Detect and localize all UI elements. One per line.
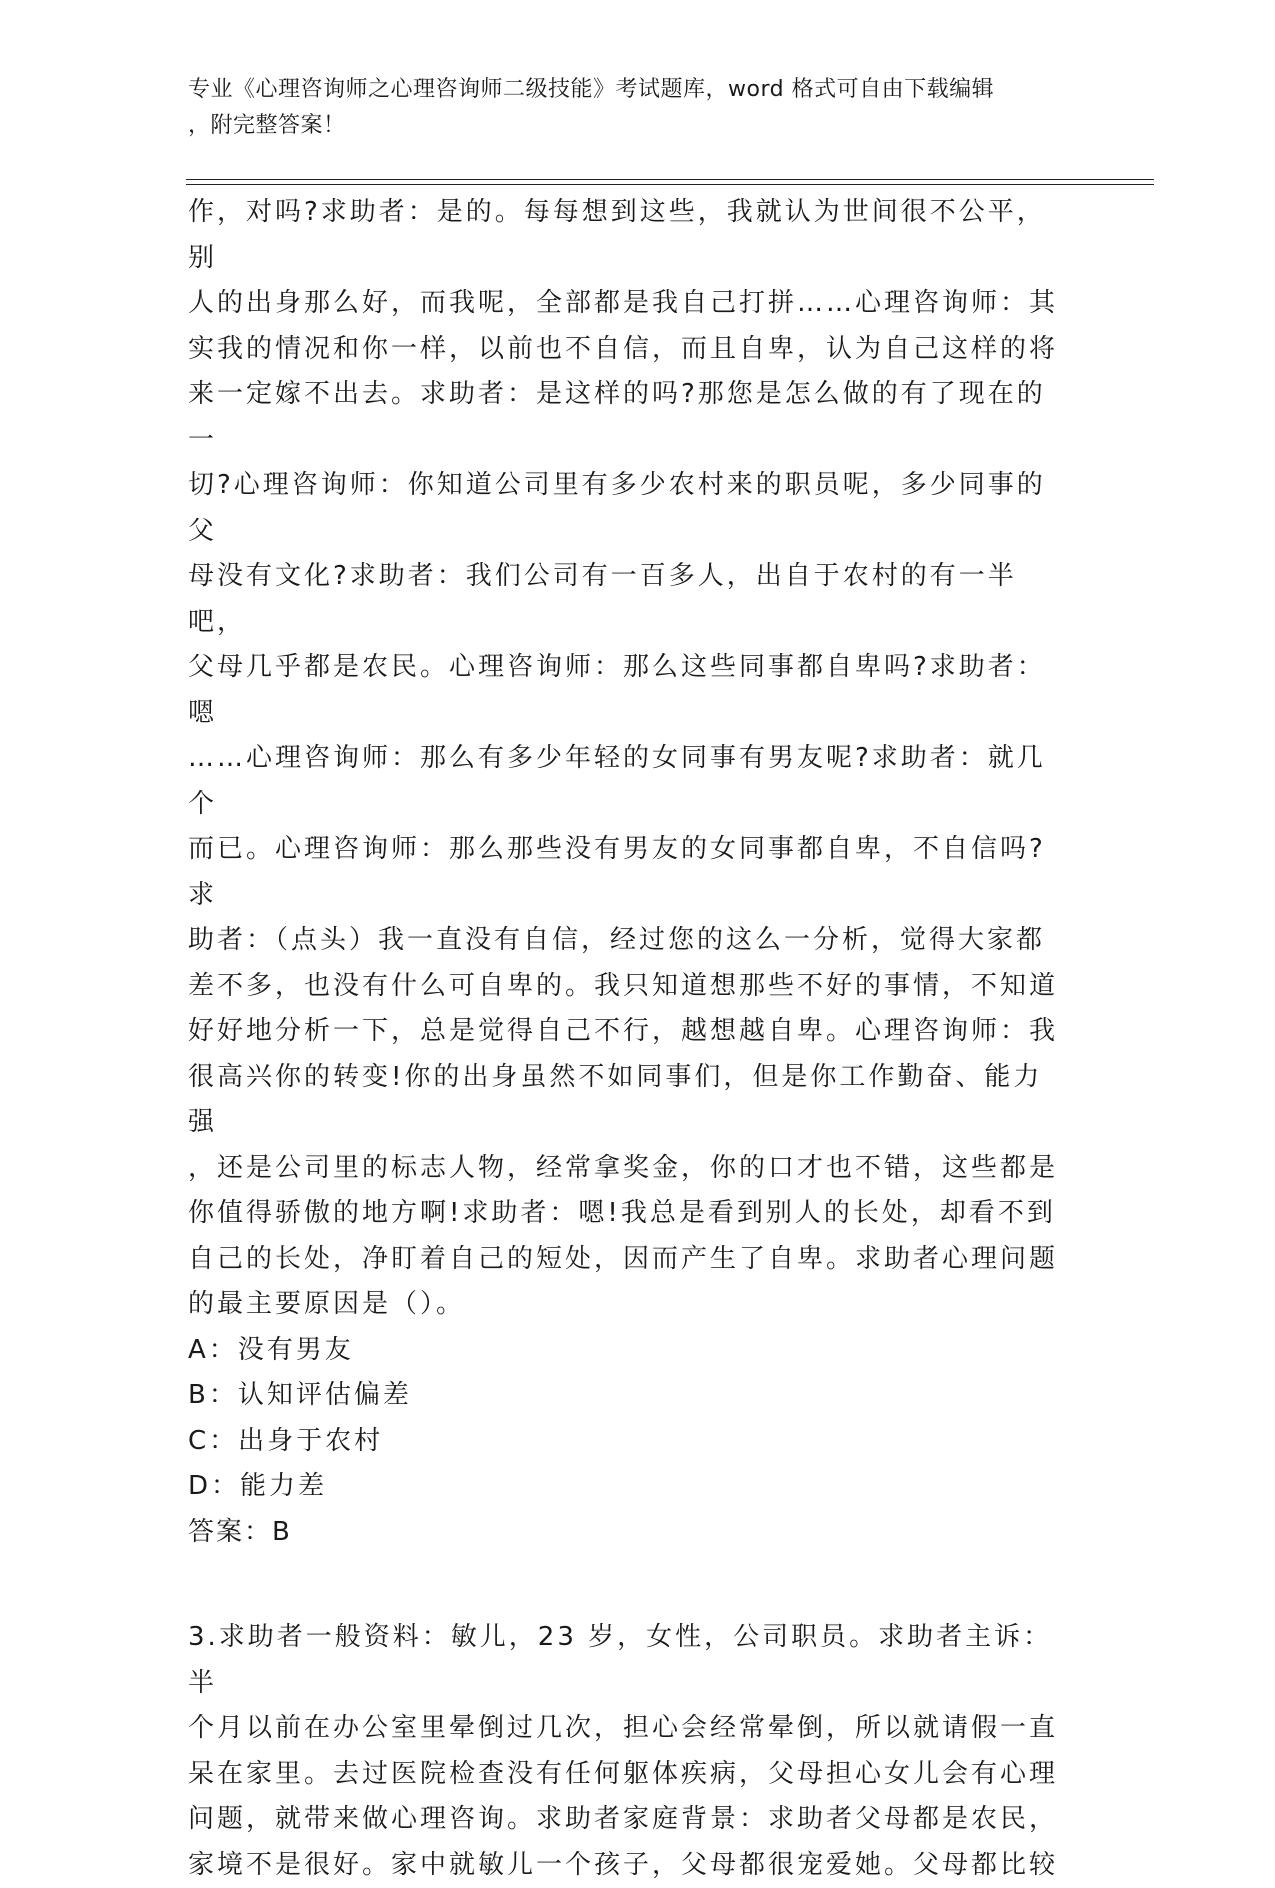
text-line: 你值得骄傲的地方啊!求助者：嗯!我总是看到别人的长处，却看不到 <box>188 1191 1068 1237</box>
text-line: 作，对吗?求助者：是的。每每想到这些，我就认为世间很不公平，别 <box>188 190 1068 281</box>
question-3-stem <box>188 1615 1068 1888</box>
text-line: 个月以前在办公室里晕倒过几次，担心会经常晕倒，所以就请假一直 <box>188 1706 1068 1752</box>
question-2-options <box>188 1328 1068 1510</box>
text-line: 家境不是很好。家中就敏儿一个孩子，父母都很宠爱她。父母都比较 <box>188 1843 1068 1888</box>
header-line-1: 专业《心理咨询师之心理咨询师二级技能》考试题库，word 格式可自由下载编辑 <box>188 72 1088 108</box>
header-divider-bottom <box>186 184 1154 185</box>
text-line: 来一定嫁不出去。求助者：是这样的吗?那您是怎么做的有了现在的一 <box>188 372 1068 463</box>
text-line: 问题，就带来做心理咨询。求助者家庭背景：求助者父母都是农民， <box>188 1797 1068 1843</box>
text-line: 呆在家里。去过医院检查没有任何躯体疾病，父母担心女儿会有心理 <box>188 1752 1068 1798</box>
question-2-answer: 答案：B <box>188 1510 1068 1556</box>
text-line: 很高兴你的转变!你的出身虽然不如同事们，但是你工作勤奋、能力强 <box>188 1055 1068 1146</box>
header-divider-top <box>186 179 1154 180</box>
text-line: 助者：（点头）我一直没有自信，经过您的这么一分析，觉得大家都 <box>188 918 1068 964</box>
question-2-stem <box>188 190 1068 1328</box>
header-line-2: ，附完整答案！ <box>188 108 1088 144</box>
text-line: ，还是公司里的标志人物，经常拿奖金，你的口才也不错，这些都是 <box>188 1146 1068 1192</box>
text-line: 3.求助者一般资料：敏儿，23 岁，女性，公司职员。求助者主诉：半 <box>188 1615 1068 1706</box>
text-line: 而已。心理咨询师：那么那些没有男友的女同事都自卑，不自信吗?求 <box>188 827 1068 918</box>
document-header <box>188 72 1088 144</box>
text-line: 人的出身那么好，而我呢，全部都是我自己打拼……心理咨询师：其 <box>188 281 1068 327</box>
question-spacer <box>188 1555 1068 1615</box>
text-line: 实我的情况和你一样，以前也不自信，而且自卑，认为自己这样的将 <box>188 327 1068 373</box>
text-line: 差不多，也没有什么可自卑的。我只知道想那些不好的事情，不知道 <box>188 964 1068 1010</box>
text-line: 父母几乎都是农民。心理咨询师：那么这些同事都自卑吗?求助者：嗯 <box>188 645 1068 736</box>
option-d: D：能力差 <box>188 1464 1068 1510</box>
option-b: B：认知评估偏差 <box>188 1373 1068 1419</box>
text-line: 好好地分析一下，总是觉得自己不行，越想越自卑。心理咨询师：我 <box>188 1009 1068 1055</box>
text-line: 母没有文化?求助者：我们公司有一百多人，出自于农村的有一半吧， <box>188 554 1068 645</box>
option-a: A：没有男友 <box>188 1328 1068 1374</box>
text-line: 的最主要原因是（）。 <box>188 1282 1068 1328</box>
text-line: 切?心理咨询师：你知道公司里有多少农村来的职员呢，多少同事的父 <box>188 463 1068 554</box>
text-line: 自己的长处，净盯着自己的短处，因而产生了自卑。求助者心理问题 <box>188 1237 1068 1283</box>
text-line: ……心理咨询师：那么有多少年轻的女同事有男友呢?求助者：就几个 <box>188 736 1068 827</box>
option-c: C：出身于农村 <box>188 1419 1068 1465</box>
document-body <box>188 190 1068 1888</box>
